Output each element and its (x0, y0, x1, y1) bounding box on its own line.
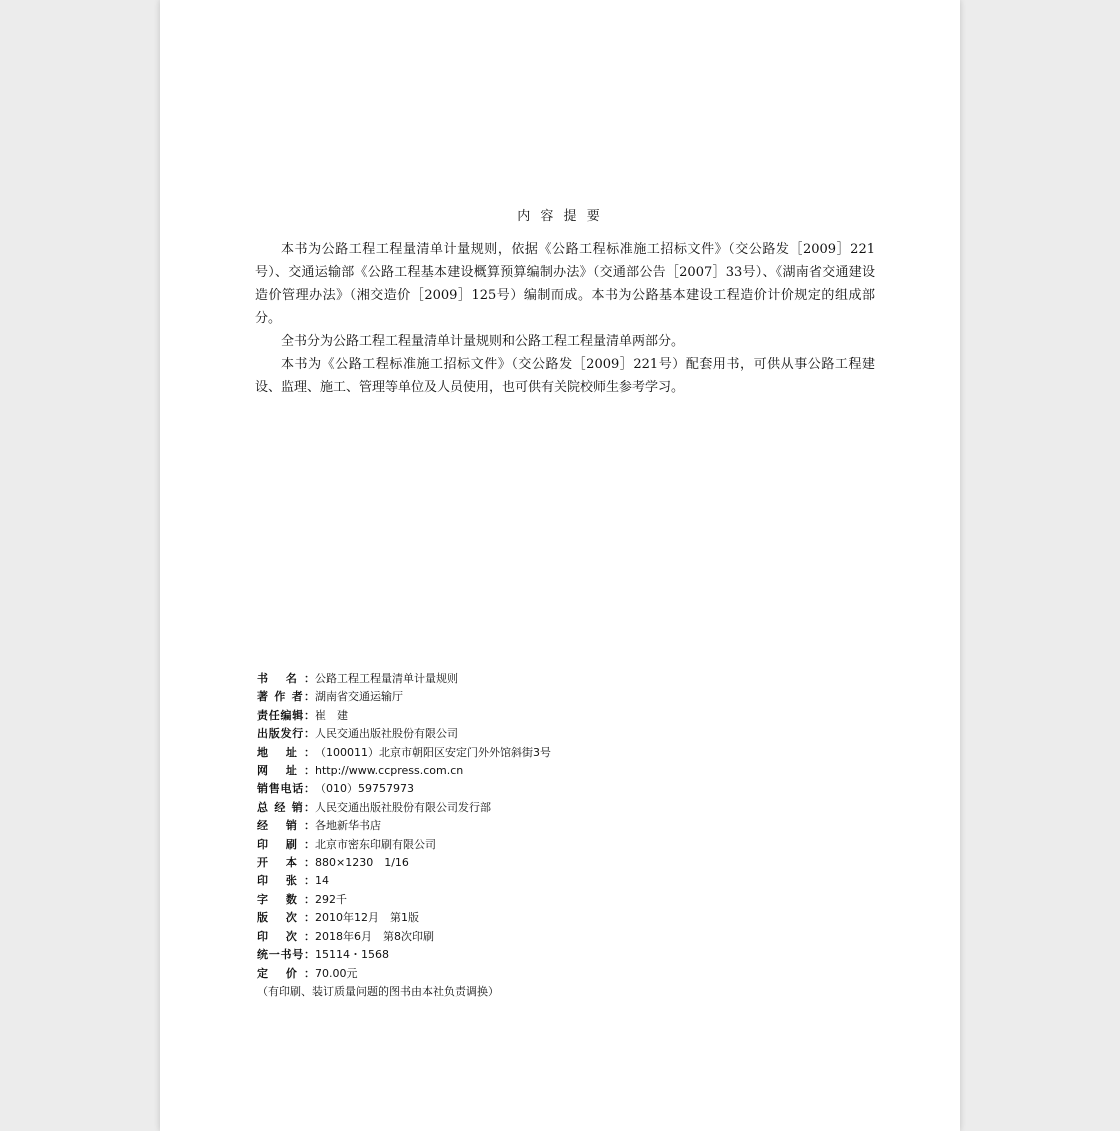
colophon-row-publisher (257, 725, 777, 743)
colophon-row-title (257, 670, 777, 688)
colophon-row-sheets (257, 872, 777, 890)
colophon-row-printer (257, 836, 777, 854)
colophon-label: 销售电话： (257, 782, 315, 796)
colophon-value: 各地新华书店 (315, 819, 381, 833)
colophon-value: 崔 建 (315, 708, 348, 722)
colophon-value: 公路工程工程量清单计量规则 (315, 672, 458, 685)
colophon-row-editor (257, 707, 777, 725)
colophon-label: 经 销： (257, 819, 315, 833)
colophon-value: 880×1230 1/16 (315, 856, 409, 870)
colophon-label: 印 张： (257, 874, 315, 888)
colophon-label: 版 次： (257, 911, 315, 925)
colophon-row-wordcount (257, 891, 777, 909)
colophon-label: 字 数： (257, 892, 315, 906)
summary-body (255, 238, 875, 399)
colophon-row-author (257, 688, 777, 706)
colophon-label: 书 名： (257, 672, 315, 685)
colophon-value: 湖南省交通运输厅 (315, 690, 403, 704)
colophon-value: 2018年6月 第8次印刷 (315, 929, 434, 943)
colophon-label: 开 本： (257, 856, 315, 870)
colophon-footnote: （有印刷、装订质量问题的图书由本社负责调换） (257, 984, 499, 998)
colophon-value: 70.00元 (315, 966, 358, 980)
summary-paragraph: 本书为《公路工程标准施工招标文件》（交公路发［2009］221号）配套用书，可供从事公路工程建设、监理、施工、管理等单位及人员使用，也可供有关院校师生参考学习。 (255, 357, 875, 395)
colophon-value: http://www.ccpress.com.cn (315, 764, 464, 778)
colophon-row-isbn (257, 946, 777, 964)
colophon-value: 人民交通出版社股份有限公司 (315, 727, 458, 741)
colophon-label: 总 经 销： (257, 800, 315, 814)
colophon-value: （010）59757973 (315, 782, 414, 796)
colophon-row-phone (257, 780, 777, 798)
colophon-label: 出版发行： (257, 727, 315, 741)
colophon-row-website (257, 762, 777, 780)
colophon-label: 统一书号： (257, 948, 315, 962)
colophon-row-distributor (257, 799, 777, 817)
colophon-value: 2010年12月 第1版 (315, 911, 419, 925)
colophon-row-edition (257, 909, 777, 927)
colophon-label: 定 价： (257, 966, 315, 980)
colophon-row-printing (257, 928, 777, 946)
colophon-label: 网 址： (257, 764, 315, 778)
colophon-value: （100011）北京市朝阳区安定门外外馆斜街3号 (315, 745, 551, 759)
colophon-label: 印 刷： (257, 837, 315, 851)
colophon-value: 292千 (315, 892, 347, 906)
colophon-label: 地 址： (257, 745, 315, 759)
colophon-row-address (257, 744, 777, 762)
colophon-value: 北京市密东印刷有限公司 (315, 837, 436, 851)
summary-paragraph: 本书为公路工程工程量清单计量规则，依据《公路工程标准施工招标文件》（交公路发［2009］221号）、交通运输部《公路工程基本建设概算预算编制办法》（交通部公告［2007］33号）、《湖南省交通建设造价管理办法》（湘交造价［2009］125号）编制而成。本书为公路基本建设工程造价计价规定的组成部分。 (255, 242, 875, 326)
colophon-row-retailer (257, 817, 777, 835)
summary-paragraph: 全书分为公路工程工程量清单计量规则和公路工程工程量清单两部分。 (281, 334, 685, 349)
book-page (160, 0, 960, 1131)
colophon-row-format (257, 854, 777, 872)
colophon-label: 责任编辑： (257, 708, 315, 722)
colophon (257, 670, 777, 1001)
colophon-value: 15114・1568 (315, 948, 389, 962)
colophon-row-price (257, 965, 777, 983)
colophon-label: 印 次： (257, 929, 315, 943)
colophon-label: 著 作 者： (257, 690, 315, 704)
colophon-value: 人民交通出版社股份有限公司发行部 (315, 800, 491, 814)
summary-title: 内 容 提 要 (517, 209, 603, 224)
colophon-value: 14 (315, 874, 329, 888)
